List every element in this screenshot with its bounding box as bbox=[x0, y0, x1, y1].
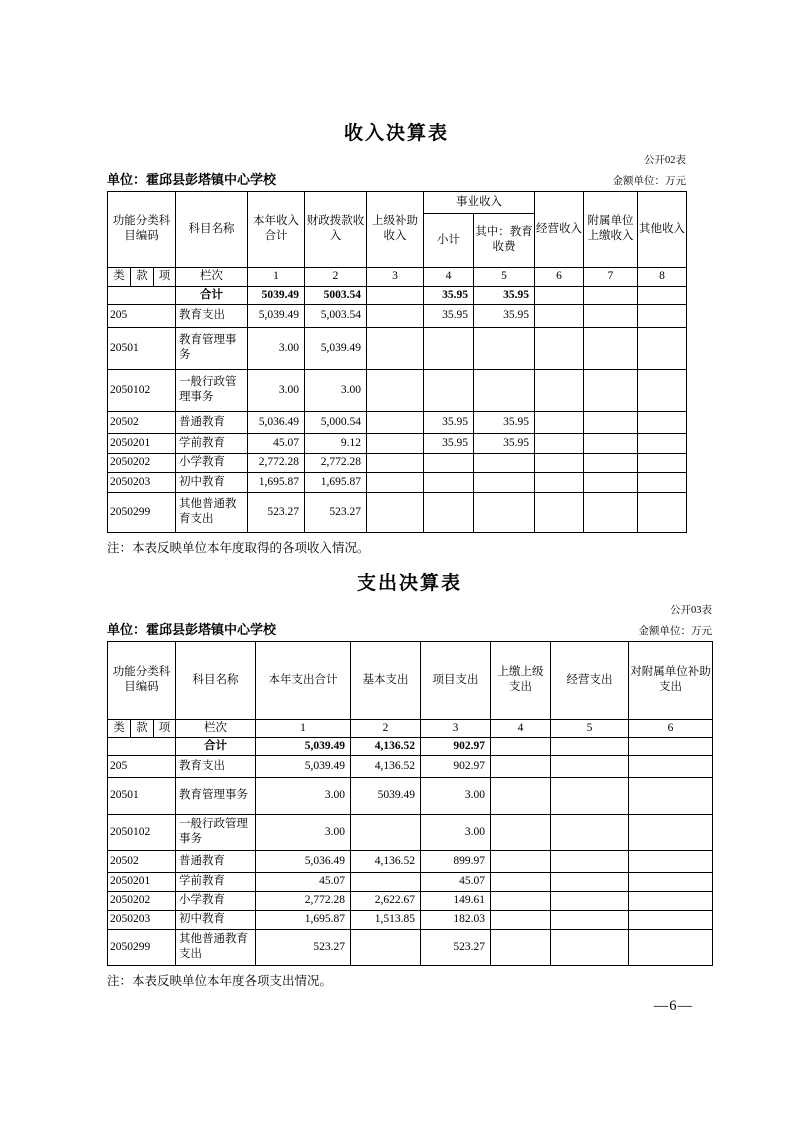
cell-value bbox=[367, 492, 424, 532]
table-row bbox=[108, 411, 687, 433]
cell-value: 523.27 bbox=[421, 929, 491, 965]
cell-value bbox=[491, 737, 551, 755]
header-subject-name: 科目名称 bbox=[176, 191, 248, 267]
cell-value: 2,622.67 bbox=[351, 891, 421, 910]
income-section bbox=[107, 118, 686, 556]
header-item: 项 bbox=[154, 719, 176, 737]
cell-value bbox=[638, 369, 687, 411]
cell-value bbox=[584, 286, 638, 304]
cell-value: 3.00 bbox=[305, 369, 367, 411]
cell-value: 902.97 bbox=[421, 737, 491, 755]
row-name: 其他普通教育支出 bbox=[176, 929, 256, 965]
cell-value bbox=[491, 929, 551, 965]
header-column-index: 栏次 bbox=[176, 719, 256, 737]
cell-value bbox=[551, 929, 629, 965]
cell-value bbox=[584, 327, 638, 369]
income-title: 收入决算表 bbox=[343, 123, 449, 144]
cell-value: 182.03 bbox=[421, 910, 491, 929]
column-number: 3 bbox=[421, 719, 491, 737]
cell-value bbox=[367, 369, 424, 411]
column-number: 6 bbox=[629, 719, 713, 737]
cell-value bbox=[551, 872, 629, 891]
row-name: 初中教育 bbox=[176, 910, 256, 929]
cell-value bbox=[629, 891, 713, 910]
row-name: 一般行政管理事务 bbox=[176, 814, 256, 850]
column-number: 6 bbox=[535, 267, 584, 286]
row-code: 2050201 bbox=[108, 872, 176, 891]
row-name: 其他普通教育支出 bbox=[176, 492, 248, 532]
row-code: 205 bbox=[108, 304, 176, 327]
expense-column-index-row bbox=[108, 719, 713, 737]
cell-value: 3.00 bbox=[248, 327, 305, 369]
expense-unit-name: 单位：霍邱县彭塔镇中心学校 bbox=[107, 621, 277, 637]
header-year-expense-total: 本年支出合计 bbox=[256, 641, 351, 719]
cell-value bbox=[424, 472, 474, 492]
cell-value: 523.27 bbox=[305, 492, 367, 532]
income-header-row-1 bbox=[108, 191, 687, 213]
header-function-code: 功能分类科目编码 bbox=[108, 191, 176, 267]
income-form-label: 公开02表 bbox=[644, 155, 686, 166]
cell-value: 2,772.28 bbox=[248, 453, 305, 472]
header-affiliated-income: 附属单位上缴收入 bbox=[584, 191, 638, 267]
row-name: 学前教育 bbox=[176, 433, 248, 453]
column-number: 8 bbox=[638, 267, 687, 286]
row-code: 2050203 bbox=[108, 910, 176, 929]
column-number: 4 bbox=[491, 719, 551, 737]
cell-value bbox=[629, 910, 713, 929]
cell-value: 902.97 bbox=[421, 755, 491, 777]
cell-value bbox=[551, 755, 629, 777]
header-function-code: 功能分类科目编码 bbox=[108, 641, 176, 719]
cell-value bbox=[367, 411, 424, 433]
income-unit-name: 单位：霍邱县彭塔镇中心学校 bbox=[107, 171, 277, 187]
cell-value bbox=[629, 872, 713, 891]
header-project-expense: 项目支出 bbox=[421, 641, 491, 719]
cell-value: 35.95 bbox=[474, 304, 535, 327]
page-number: —6— bbox=[653, 998, 693, 1014]
row-code: 20502 bbox=[108, 411, 176, 433]
empty-code-cell bbox=[108, 286, 176, 304]
cell-value bbox=[491, 910, 551, 929]
income-total-row bbox=[108, 286, 687, 304]
cell-value bbox=[367, 327, 424, 369]
cell-value bbox=[584, 453, 638, 472]
cell-value: 1,695.87 bbox=[305, 472, 367, 492]
row-name: 学前教育 bbox=[176, 872, 256, 891]
table-row bbox=[108, 850, 713, 872]
row-name: 教育管理事务 bbox=[176, 777, 256, 814]
cell-value bbox=[638, 286, 687, 304]
row-code: 2050202 bbox=[108, 453, 176, 472]
cell-value bbox=[424, 369, 474, 411]
column-number: 5 bbox=[551, 719, 629, 737]
header-superior-subsidy: 上级补助收入 bbox=[367, 191, 424, 267]
header-class: 类 bbox=[108, 267, 131, 286]
cell-value bbox=[367, 286, 424, 304]
cell-value: 5,039.49 bbox=[305, 327, 367, 369]
row-name: 普通教育 bbox=[176, 850, 256, 872]
income-table bbox=[107, 191, 687, 533]
expense-unit-row bbox=[107, 619, 712, 638]
cell-value bbox=[367, 453, 424, 472]
cell-value bbox=[629, 755, 713, 777]
total-row-label: 合计 bbox=[176, 286, 248, 304]
cell-value bbox=[474, 369, 535, 411]
cell-value: 1,695.87 bbox=[256, 910, 351, 929]
table-row bbox=[108, 433, 687, 453]
expense-header-row bbox=[108, 641, 713, 719]
cell-value: 5,039.49 bbox=[256, 755, 351, 777]
row-code: 2050201 bbox=[108, 433, 176, 453]
cell-value bbox=[424, 327, 474, 369]
header-class: 类 bbox=[108, 719, 131, 737]
cell-value bbox=[535, 327, 584, 369]
column-number: 3 bbox=[367, 267, 424, 286]
table-row bbox=[108, 492, 687, 532]
cell-value bbox=[474, 472, 535, 492]
cell-value: 5,003.54 bbox=[305, 304, 367, 327]
header-fiscal-appropriation: 财政拨款收入 bbox=[305, 191, 367, 267]
cell-value bbox=[474, 492, 535, 532]
row-code: 2050203 bbox=[108, 472, 176, 492]
cell-value bbox=[535, 472, 584, 492]
cell-value: 3.00 bbox=[248, 369, 305, 411]
income-unit-row bbox=[107, 169, 686, 188]
cell-value bbox=[551, 910, 629, 929]
cell-value bbox=[638, 492, 687, 532]
cell-value: 1,513.85 bbox=[351, 910, 421, 929]
cell-value bbox=[491, 850, 551, 872]
table-row bbox=[108, 777, 713, 814]
cell-value: 3.00 bbox=[421, 777, 491, 814]
cell-value: 5039.49 bbox=[351, 777, 421, 814]
cell-value: 1,695.87 bbox=[248, 472, 305, 492]
cell-value: 5,036.49 bbox=[256, 850, 351, 872]
cell-value bbox=[551, 737, 629, 755]
cell-value: 4,136.52 bbox=[351, 755, 421, 777]
table-row bbox=[108, 369, 687, 411]
header-superior-expense: 上缴上级支出 bbox=[491, 641, 551, 719]
row-code: 20502 bbox=[108, 850, 176, 872]
income-amount-unit: 金额单位：万元 bbox=[612, 175, 686, 187]
cell-value bbox=[584, 369, 638, 411]
header-subject-name: 科目名称 bbox=[176, 641, 256, 719]
cell-value: 45.07 bbox=[421, 872, 491, 891]
expense-form-label: 公开03表 bbox=[670, 605, 712, 616]
cell-value: 523.27 bbox=[256, 929, 351, 965]
header-section: 款 bbox=[131, 719, 154, 737]
row-name: 小学教育 bbox=[176, 891, 256, 910]
row-code: 2050102 bbox=[108, 369, 176, 411]
cell-value bbox=[629, 777, 713, 814]
cell-value bbox=[629, 850, 713, 872]
cell-value bbox=[638, 327, 687, 369]
cell-value bbox=[638, 453, 687, 472]
header-operating-expense: 经营支出 bbox=[551, 641, 629, 719]
table-row bbox=[108, 304, 687, 327]
cell-value bbox=[351, 872, 421, 891]
cell-value bbox=[551, 814, 629, 850]
cell-value bbox=[535, 369, 584, 411]
cell-value: 45.07 bbox=[248, 433, 305, 453]
table-row bbox=[108, 453, 687, 472]
cell-value bbox=[638, 433, 687, 453]
cell-value: 2,772.28 bbox=[305, 453, 367, 472]
empty-code-cell bbox=[108, 737, 176, 755]
cell-value bbox=[584, 433, 638, 453]
cell-value: 35.95 bbox=[424, 286, 474, 304]
cell-value bbox=[551, 777, 629, 814]
cell-value bbox=[535, 433, 584, 453]
table-row bbox=[108, 910, 713, 929]
cell-value bbox=[551, 891, 629, 910]
cell-value bbox=[424, 492, 474, 532]
expense-total-row bbox=[108, 737, 713, 755]
cell-value: 35.95 bbox=[474, 411, 535, 433]
expense-note: 注：本表反映单位本年度各项支出情况。 bbox=[107, 973, 333, 988]
row-code: 2050202 bbox=[108, 891, 176, 910]
cell-value: 523.27 bbox=[248, 492, 305, 532]
row-code: 20501 bbox=[108, 327, 176, 369]
cell-value bbox=[491, 755, 551, 777]
header-education-fee: 其中：教育收费 bbox=[474, 213, 535, 267]
column-number: 1 bbox=[256, 719, 351, 737]
cell-value bbox=[638, 304, 687, 327]
cell-value bbox=[367, 304, 424, 327]
cell-value bbox=[584, 472, 638, 492]
header-affiliated-expense: 对附属单位补助支出 bbox=[629, 641, 713, 719]
row-code: 2050299 bbox=[108, 929, 176, 965]
cell-value: 2,772.28 bbox=[256, 891, 351, 910]
cell-value bbox=[535, 411, 584, 433]
header-basic-expense: 基本支出 bbox=[351, 641, 421, 719]
table-row bbox=[108, 472, 687, 492]
cell-value: 5003.54 bbox=[305, 286, 367, 304]
header-other-income: 其他收入 bbox=[638, 191, 687, 267]
cell-value: 4,136.52 bbox=[351, 850, 421, 872]
cell-value bbox=[491, 891, 551, 910]
cell-value: 5,039.49 bbox=[256, 737, 351, 755]
table-row bbox=[108, 891, 713, 910]
cell-value: 5,000.54 bbox=[305, 411, 367, 433]
cell-value: 35.95 bbox=[474, 433, 535, 453]
header-business-income: 事业收入 bbox=[424, 191, 535, 213]
income-note: 注：本表反映单位本年度取得的各项收入情况。 bbox=[107, 540, 370, 555]
row-code: 2050102 bbox=[108, 814, 176, 850]
cell-value bbox=[551, 850, 629, 872]
cell-value bbox=[638, 411, 687, 433]
cell-value bbox=[584, 411, 638, 433]
row-name: 教育管理事务 bbox=[176, 327, 248, 369]
header-section: 款 bbox=[131, 267, 154, 286]
cell-value: 3.00 bbox=[256, 777, 351, 814]
cell-value: 45.07 bbox=[256, 872, 351, 891]
cell-value bbox=[491, 814, 551, 850]
cell-value bbox=[629, 929, 713, 965]
cell-value bbox=[535, 286, 584, 304]
cell-value: 5,039.49 bbox=[248, 304, 305, 327]
row-name: 教育支出 bbox=[176, 304, 248, 327]
cell-value bbox=[535, 453, 584, 472]
cell-value bbox=[367, 472, 424, 492]
cell-value: 899.97 bbox=[421, 850, 491, 872]
income-column-index-row bbox=[108, 267, 687, 286]
cell-value: 149.61 bbox=[421, 891, 491, 910]
column-number: 4 bbox=[424, 267, 474, 286]
cell-value bbox=[474, 327, 535, 369]
cell-value: 4,136.52 bbox=[351, 737, 421, 755]
row-name: 小学教育 bbox=[176, 453, 248, 472]
column-number: 7 bbox=[584, 267, 638, 286]
expense-section bbox=[107, 568, 712, 989]
cell-value: 35.95 bbox=[474, 286, 535, 304]
row-name: 一般行政管理事务 bbox=[176, 369, 248, 411]
cell-value bbox=[491, 872, 551, 891]
table-row bbox=[108, 327, 687, 369]
column-number: 2 bbox=[305, 267, 367, 286]
header-subtotal: 小计 bbox=[424, 213, 474, 267]
row-name: 教育支出 bbox=[176, 755, 256, 777]
cell-value bbox=[629, 814, 713, 850]
column-number: 1 bbox=[248, 267, 305, 286]
expense-table bbox=[107, 641, 713, 966]
cell-value: 35.95 bbox=[424, 304, 474, 327]
cell-value: 3.00 bbox=[256, 814, 351, 850]
expense-amount-unit: 金额单位：万元 bbox=[638, 625, 712, 637]
cell-value: 9.12 bbox=[305, 433, 367, 453]
cell-value bbox=[629, 737, 713, 755]
total-row-label: 合计 bbox=[176, 737, 256, 755]
cell-value: 35.95 bbox=[424, 411, 474, 433]
cell-value bbox=[584, 304, 638, 327]
row-name: 初中教育 bbox=[176, 472, 248, 492]
header-item: 项 bbox=[154, 267, 176, 286]
table-row bbox=[108, 755, 713, 777]
table-row bbox=[108, 929, 713, 965]
cell-value bbox=[351, 814, 421, 850]
cell-value bbox=[351, 929, 421, 965]
cell-value: 35.95 bbox=[424, 433, 474, 453]
table-row bbox=[108, 814, 713, 850]
cell-value bbox=[424, 453, 474, 472]
header-operating-income: 经营收入 bbox=[535, 191, 584, 267]
row-code: 205 bbox=[108, 755, 176, 777]
cell-value bbox=[638, 472, 687, 492]
cell-value bbox=[535, 492, 584, 532]
expense-title: 支出决算表 bbox=[356, 573, 462, 594]
table-row bbox=[108, 872, 713, 891]
cell-value: 3.00 bbox=[421, 814, 491, 850]
column-number: 5 bbox=[474, 267, 535, 286]
cell-value bbox=[474, 453, 535, 472]
cell-value bbox=[584, 492, 638, 532]
header-column-index: 栏次 bbox=[176, 267, 248, 286]
row-code: 2050299 bbox=[108, 492, 176, 532]
header-year-income-total: 本年收入合计 bbox=[248, 191, 305, 267]
row-name: 普通教育 bbox=[176, 411, 248, 433]
cell-value: 5,036.49 bbox=[248, 411, 305, 433]
cell-value: 5039.49 bbox=[248, 286, 305, 304]
cell-value bbox=[367, 433, 424, 453]
column-number: 2 bbox=[351, 719, 421, 737]
row-code: 20501 bbox=[108, 777, 176, 814]
cell-value bbox=[491, 777, 551, 814]
cell-value bbox=[535, 304, 584, 327]
